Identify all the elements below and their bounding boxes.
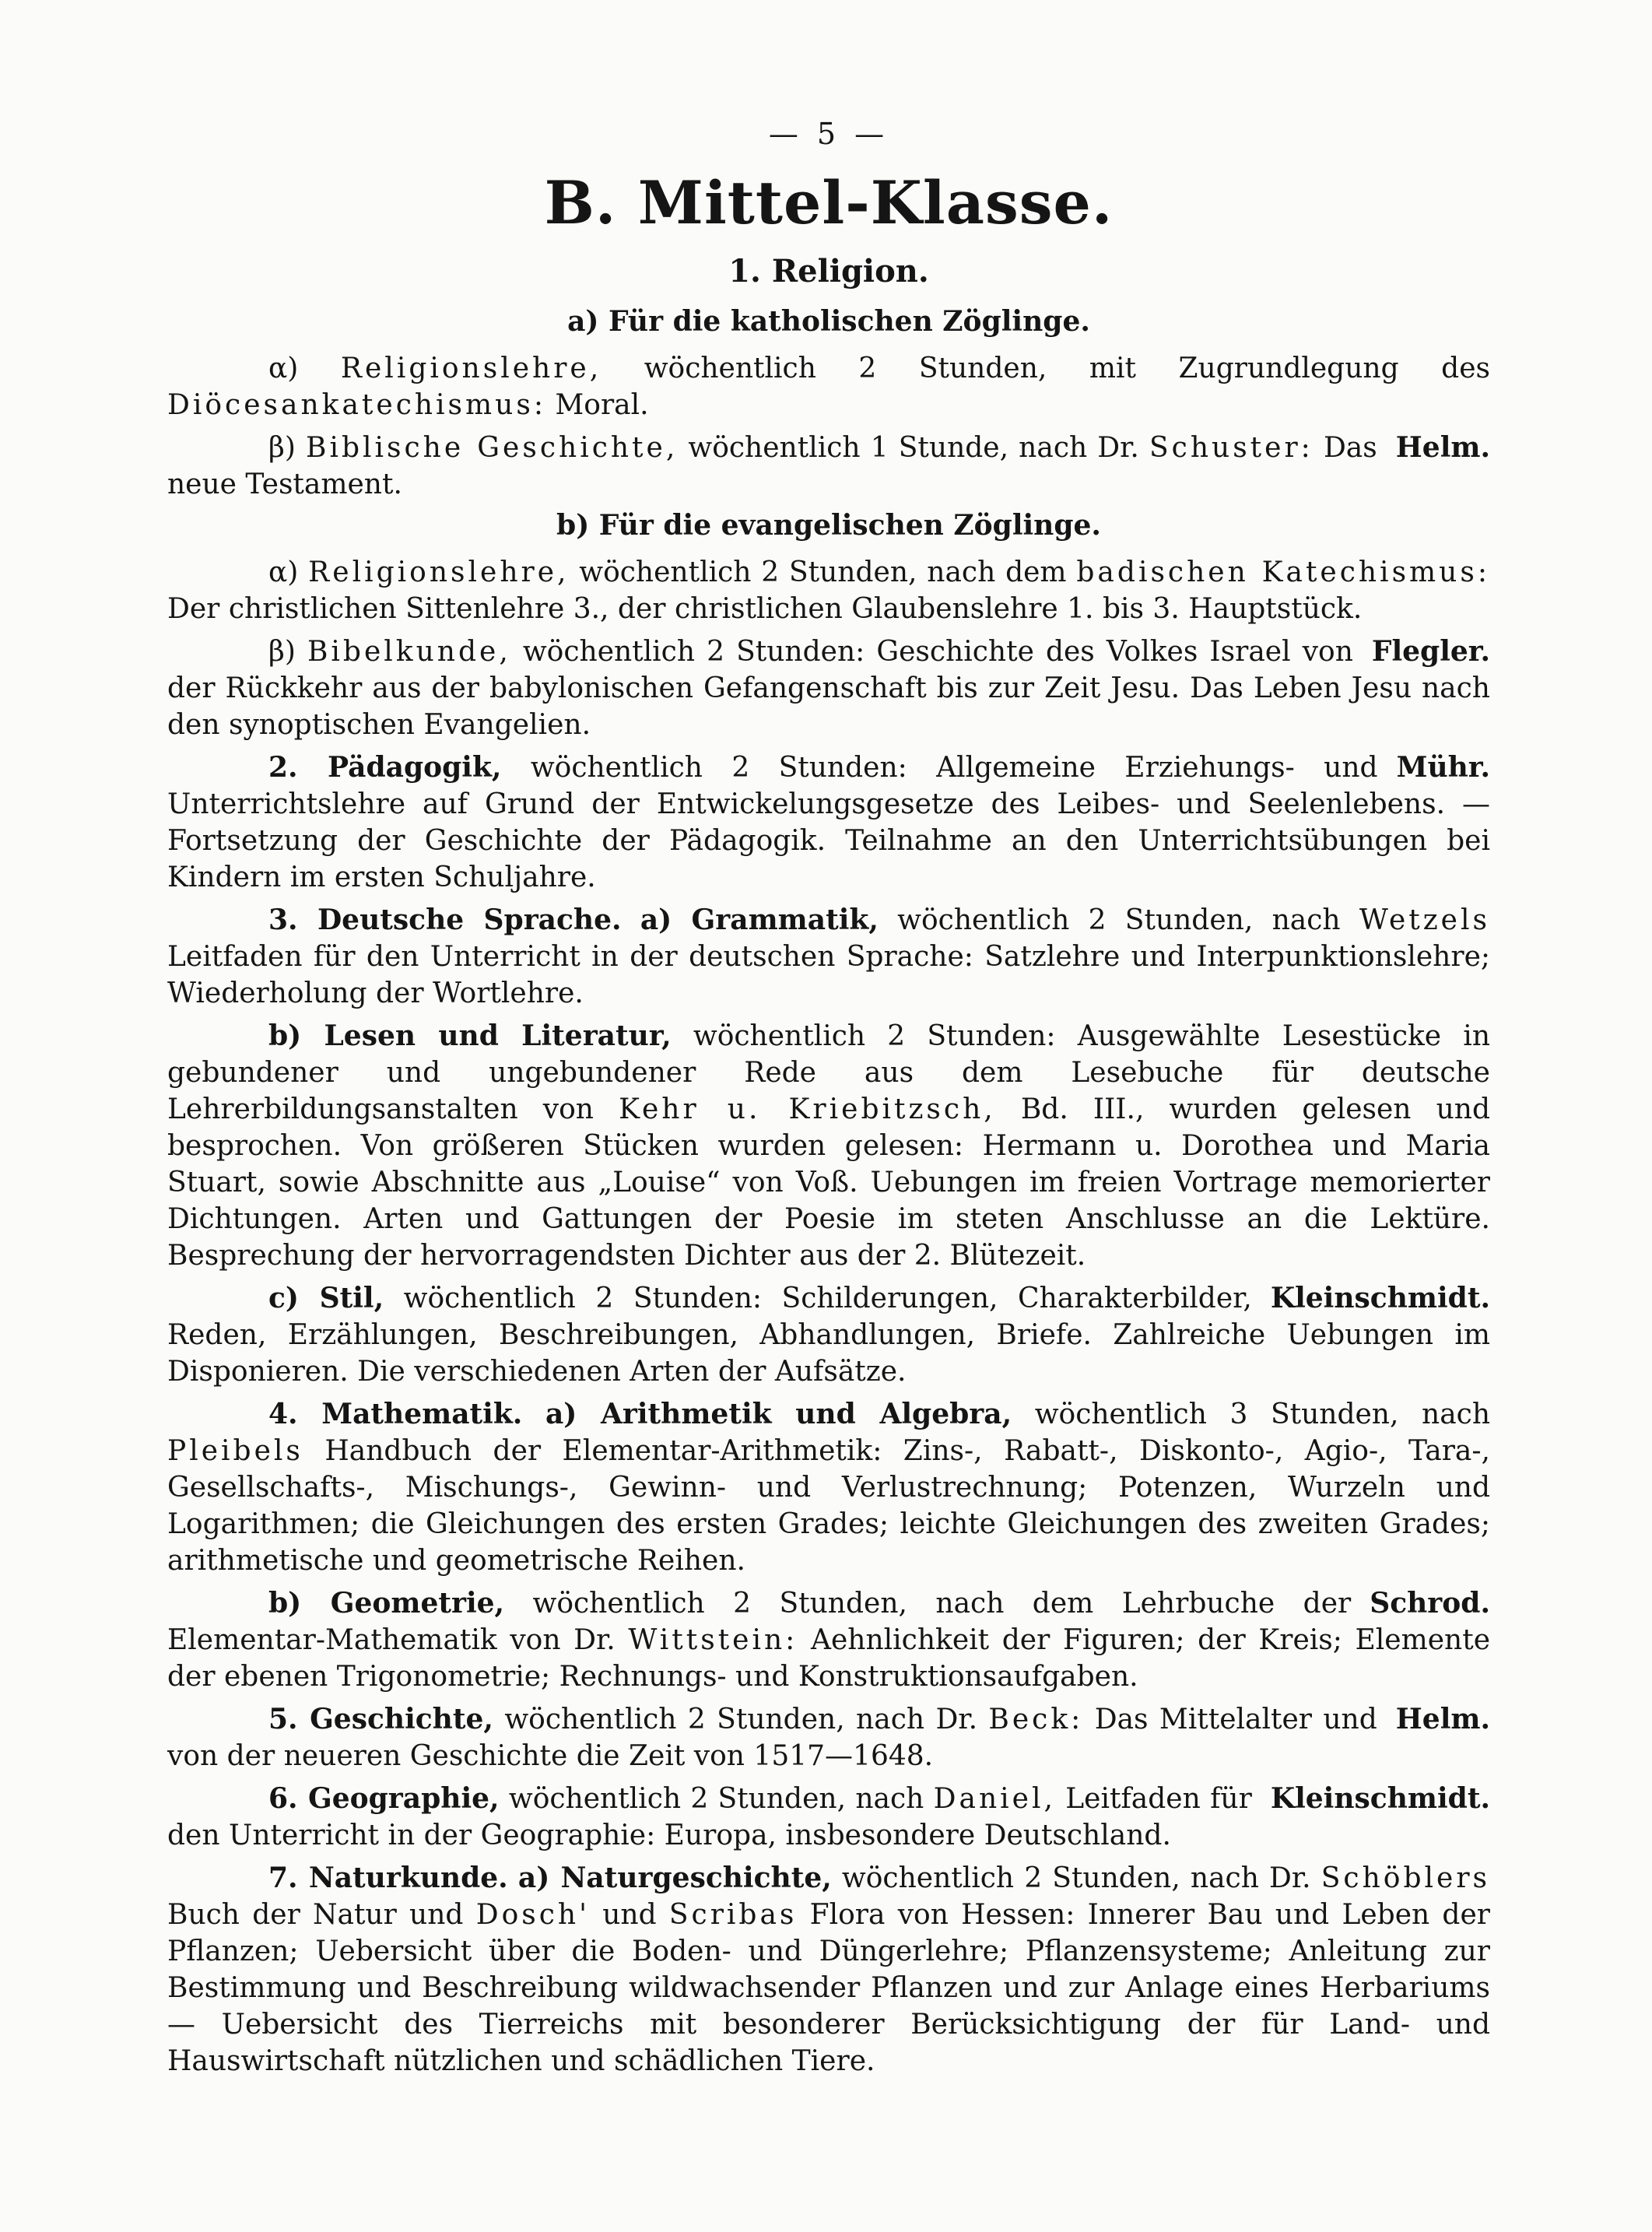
author-name: Wittstein: [628, 1624, 798, 1656]
course-text: wöchentlich 2 Stunden, nach [508, 1783, 924, 1815]
author-name: Kehr u. Kriebitzsch, [619, 1093, 996, 1125]
page-title: B. Mittel-Klasse. [544, 168, 1114, 237]
course-text: wöchentlich 2 Stunden: Schilderungen, Charakterbilder, Reden, Erzählungen, Beschreibungen, Abhandlungen, Briefe. Zahlreiche Uebungen im Disponieren. Die verschiedenen Arten der Aufsätze. [167, 1283, 1490, 1388]
item-prefix: α) [268, 556, 299, 588]
course-text: Leitfaden für den Unterricht in der Geographie: Europa, insbesondere Deutschland. [167, 1783, 1252, 1851]
author-name: Daniel, [933, 1783, 1056, 1815]
section-heading: 6. Geographie, [268, 1782, 500, 1815]
teacher-name: Kleinschmidt. [1270, 1782, 1490, 1815]
author-name: Dosch' [475, 1899, 590, 1931]
section-heading: 2. Pädagogik, [268, 751, 502, 784]
author-name: Beck: [988, 1704, 1084, 1735]
course-text: wöchentlich 2 Stunden: Ausgewählte Lesestücke in gebundener und ungebundener Rede aus dem Lesebuche für deutsche Lehrerbildungsanstalten von [167, 1020, 1490, 1125]
paragraph-deutsch-stil [167, 1280, 1490, 1390]
section-heading: 5. Geschichte, [268, 1703, 493, 1735]
subsection-heading: c) Stil, [268, 1282, 384, 1314]
page-number: — 5 — [768, 117, 889, 151]
course-term: Bibelkunde, [307, 636, 511, 668]
book-title: badischen Katechismus: [1076, 556, 1490, 588]
section-heading: 4. Mathematik. [268, 1398, 523, 1430]
course-text: Der christlichen Sittenlehre 3., der christlichen Glaubenslehre 1. bis 3. Hauptstück. [167, 593, 1363, 625]
teacher-name: Helm. [1395, 1703, 1490, 1735]
course-text: Leitfaden für den Unterricht in der deutschen Sprache: Satzlehre und Interpunktionslehre; Wiederholung der Wortlehre. [167, 941, 1490, 1009]
item-prefix: β) [268, 636, 296, 668]
paragraph-mathematik-arithmetik [167, 1396, 1490, 1579]
paragraph-mathematik-geometrie [167, 1585, 1490, 1695]
course-text: und [602, 1899, 657, 1931]
subsection-evangelical-heading: b) Für die evangelischen Zöglinge. [556, 509, 1101, 542]
course-text: wöchentlich 2 Stunden, nach Dr. [504, 1704, 978, 1735]
item-prefix: α) [268, 353, 299, 384]
section-heading: 7. Naturkunde. [268, 1862, 508, 1894]
paragraph-religion-catholic-2 [167, 430, 1490, 503]
course-term: Religionslehre, [308, 556, 570, 588]
course-text: wöchentlich 1 Stunde, nach Dr. [688, 432, 1139, 464]
teacher-name: Schrod. [1370, 1587, 1490, 1620]
course-text: Buch der Natur und [167, 1899, 464, 1931]
course-text: Bd. III., wurden gelesen und besprochen. Von größeren Stücken wurden gelesen: Hermann u. Dorothea und Maria Stuart, sowie Abschnitte aus „Louise“ von Voß. Uebungen im freien Vortrage memorierter Dichtungen. Arten und Gattungen der Poesie im steten Anschlusse an die Lektüre. Besprechung der hervorragendsten Dichter aus der 2. Blütezeit. [167, 1093, 1490, 1272]
paragraph-geschichte [167, 1701, 1490, 1774]
teacher-name: Flegler. [1371, 635, 1490, 668]
paragraph-geographie [167, 1781, 1490, 1854]
subsection-heading: a) Arithmetik und Algebra, [545, 1398, 1012, 1430]
course-text: Handbuch der Elementar-Arithmetik: Zins-, Rabatt-, Diskonto-, Agio-, Tara-, Gesellschafts-, Mischungs-, Gewinn- und Verlustrechnung; Potenzen, Wurzeln und Logarithmen; die Gleichungen des ersten Grades; leichte Gleichungen des zweiten Grades; arithmetische und geometrische Reihen. [167, 1435, 1490, 1577]
author-name: Schöblers [1321, 1862, 1490, 1894]
course-text: Aehnlichkeit der Figuren; der Kreis; Elemente der ebenen Trigonometrie; Rechnungs- und Konstruktionsaufgaben. [167, 1624, 1490, 1693]
paragraph-deutsch-literatur [167, 1018, 1490, 1274]
course-text: Flora von Hessen: Innerer Bau und Leben der Pflanzen; Uebersicht über die Boden- und Düngerlehre; Pflanzensysteme; Anleitung zur Bestimmung und Beschreibung wildwachsender Pflanzen und zur Anlage eines Herbariums — Uebersicht des Tierreichs mit besonderer Berücksichtigung der für Land- und Hauswirtschaft nützlichen und schädlichen Tiere. [167, 1899, 1490, 2077]
course-text: wöchentlich 2 Stunden, nach dem [579, 556, 1067, 588]
course-text: Das neue Testament. [167, 432, 1377, 500]
course-text: wöchentlich 2 Stunden: Geschichte des Volkes Israel von der Rückkehr aus der babylonischen Gefangenschaft bis zur Zeit Jesu. Das Leben Jesu nach den synoptischen Evangelien. [167, 636, 1490, 741]
subsection-heading: a) Grammatik, [640, 904, 879, 936]
course-text: Moral. [555, 389, 649, 421]
author-name: Wetzels [1359, 904, 1490, 936]
course-text: wöchentlich 2 Stunden, nach [897, 904, 1341, 936]
paragraph-religion-evangelical-1 [167, 554, 1490, 627]
course-term: Biblische Geschichte, [306, 432, 679, 464]
subsection-catholic-heading: a) Für die katholischen Zöglinge. [567, 305, 1090, 338]
teacher-name: Mühr. [1396, 751, 1490, 784]
paragraph-paedagogik [167, 749, 1490, 896]
paragraph-religion-catholic-1 [167, 350, 1490, 423]
teacher-name: Kleinschmidt. [1270, 1282, 1490, 1314]
paragraph-naturkunde [167, 1860, 1490, 2079]
paragraph-religion-evangelical-2 [167, 633, 1490, 743]
course-term: Religionslehre, [340, 353, 602, 384]
subsection-heading: b) Geometrie, [268, 1587, 505, 1620]
section-religion-heading: 1. Religion. [728, 253, 929, 290]
section-heading: 3. Deutsche Sprache. [268, 904, 622, 936]
subsection-heading: a) Naturgeschichte, [517, 1862, 832, 1894]
author-name: Schuster: [1149, 432, 1314, 464]
author-name: Pleibels [167, 1435, 303, 1467]
course-text: wöchentlich 2 Stunden: Allgemeine Erziehungs- und Unterrichtslehre auf Grund der Entwickelungsgesetze des Leibes- und Seelenlebens. — Fortsetzung der Geschichte der Pädagogik. Teilnahme an den Unterrichtsübungen bei Kindern im ersten Schuljahre. [167, 752, 1490, 893]
course-text: wöchentlich 2 Stunden, nach Dr. [841, 1862, 1311, 1894]
course-text: wöchentlich 2 Stunden, mit Zugrundlegung des [644, 353, 1490, 384]
paragraph-deutsch-grammatik [167, 902, 1490, 1012]
item-prefix: β) [268, 432, 296, 464]
page [167, 117, 1490, 2086]
course-text: Das Mittelalter und von der neueren Geschichte die Zeit von 1517—1648. [167, 1704, 1377, 1772]
course-text: wöchentlich 3 Stunden, nach [1034, 1399, 1491, 1430]
teacher-name: Helm. [1395, 431, 1490, 464]
course-text: wöchentlich 2 Stunden, nach dem Lehrbuche der Elementar-Mathematik von Dr. [167, 1588, 1352, 1656]
book-title: Diöcesankatechismus: [167, 389, 546, 421]
author-name: Scribas [668, 1899, 798, 1931]
subsection-heading: b) Lesen und Literatur, [268, 1019, 672, 1052]
